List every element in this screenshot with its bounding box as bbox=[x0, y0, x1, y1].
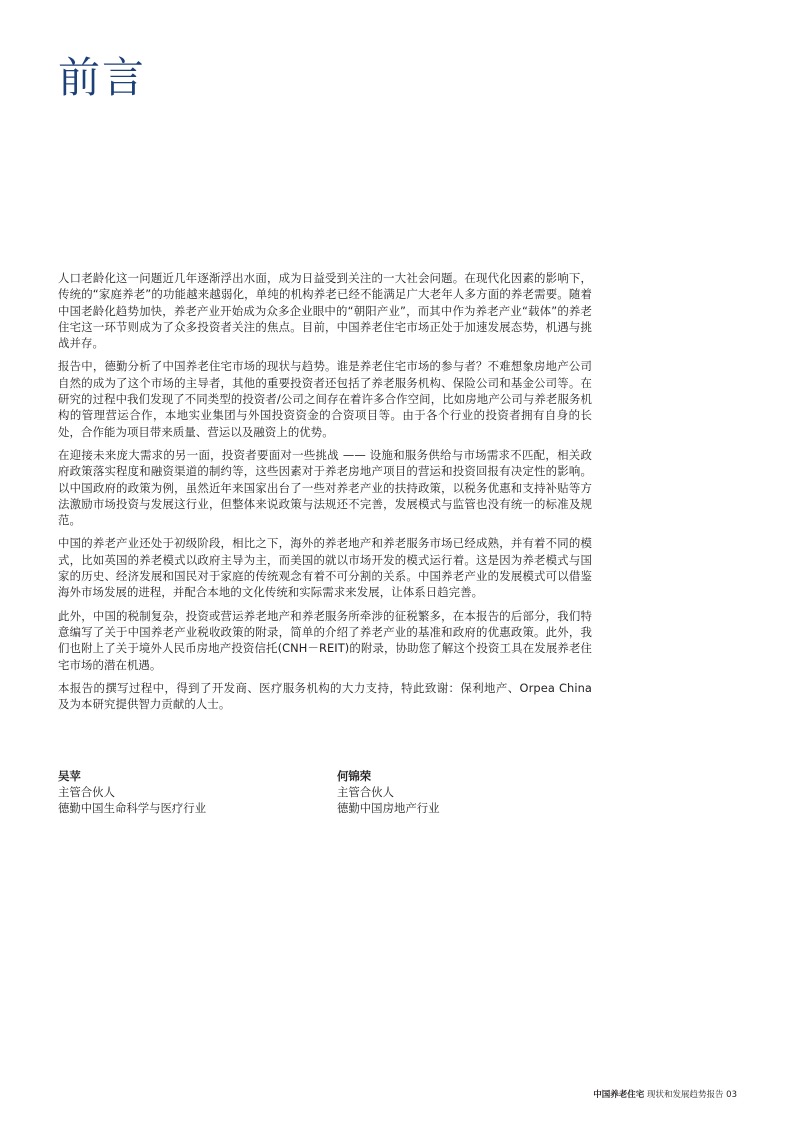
signature-name: 何锦荣 bbox=[337, 769, 372, 783]
body-text bbox=[58, 270, 592, 719]
paragraph-5: 此外，中国的税制复杂，投资或营运养老地产和养老服务所牵涉的征税繁多，在本报告的后部分，我们特意编写了关于中国养老产业税收政策的附录，简单的介绍了养老产业的基准和政府的优惠政策。此外，我们也附上了关于境外人民币房地产投资信托(CNH－REIT)的附录，协助您了解这个投资工具在发展养老住宅市场的潜在机遇。 bbox=[58, 608, 592, 672]
paragraph-2: 报告中，德勤分析了中国养老住宅市场的现状与趋势。谁是养老住宅市场的参与者？不难想象房地产公司自然的成为了这个市场的主导者，其他的重要投资者还包括了养老服务机构、保险公司和基金公司等。在研究的过程中我们发现了不同类型的投资者/公司之间存在着许多合作空间，比如房地产公司与养老服务机构的管理营运合作，本地实业集团与外国投资资金的合资项目等。由于各个行业的投资者拥有自身的长处，合作能为项目带来质量、营运以及融资上的优势。 bbox=[58, 359, 592, 439]
signature-right bbox=[337, 768, 440, 816]
paragraph-6: 本报告的撰写过程中，得到了开发商、医疗服务机构的大力支持，特此致谢：保利地产、Orpea China 及为本研究提供智力贡献的人士。 bbox=[58, 680, 592, 712]
signature-role: 主管合伙人 bbox=[337, 785, 394, 799]
signature-org: 德勤中国房地产行业 bbox=[337, 801, 440, 815]
page-footer bbox=[593, 1089, 737, 1101]
signature-role: 主管合伙人 bbox=[58, 785, 115, 799]
signature-left bbox=[58, 768, 206, 816]
paragraph-3: 在迎接未来庞大需求的另一面，投资者要面对一些挑战 —— 设施和服务供给与市场需求不匹配，相关政府政策落实程度和融资渠道的制约等，这些因素对于养老房地产项目的营运和投资回报有决定性的影响。以中国政府的政策为例，虽然近年来国家出台了一些对养老产业的扶持政策，以税务优惠和支持补贴等方法激励市场投资与发展这行业，但整体来说政策与法规还不完善，发展模式与监管也没有统一的标准及规范。 bbox=[58, 447, 592, 528]
signature-org: 德勤中国生命科学与医疗行业 bbox=[58, 801, 207, 815]
footer-report-name: 中国养老住宅 bbox=[593, 1090, 645, 1100]
footer-report-subtitle: 现状和发展趋势报告 bbox=[644, 1090, 727, 1100]
paragraph-1: 人口老龄化这一问题近几年逐渐浮出水面，成为日益受到关注的一大社会问题。在现代化因素的影响下，传统的“家庭养老”的功能越来越弱化，单纯的机构养老已经不能满足广大老年人多方面的养老需要。随着中国老龄化趋势加快，养老产业开始成为众多企业眼中的“朝阳产业”，而其中作为养老产业“载体”的养老住宅这一环节则成为了众多投资者关注的焦点。目前，中国养老住宅市场正处于加速发展态势，机遇与挑战并存。 bbox=[58, 271, 592, 351]
signature-name: 吴苹 bbox=[58, 769, 81, 783]
paragraph-4: 中国的养老产业还处于初级阶段，相比之下，海外的养老地产和养老服务市场已经成熟，并有着不同的模式，比如英国的养老模式以政府主导为主，而美国的就以市场开发的模式运行着。这是因为养老模式与国家的历史、经济发展和国民对于家庭的传统观念有着不可分割的关系。中国养老产业的发展模式可以借鉴海外市场发展的进程，并配合本地的文化传统和实际需求来发展，让体系日趋完善。 bbox=[58, 536, 592, 600]
page-number: 03 bbox=[726, 1090, 737, 1100]
page-title: 前言 bbox=[58, 53, 147, 102]
